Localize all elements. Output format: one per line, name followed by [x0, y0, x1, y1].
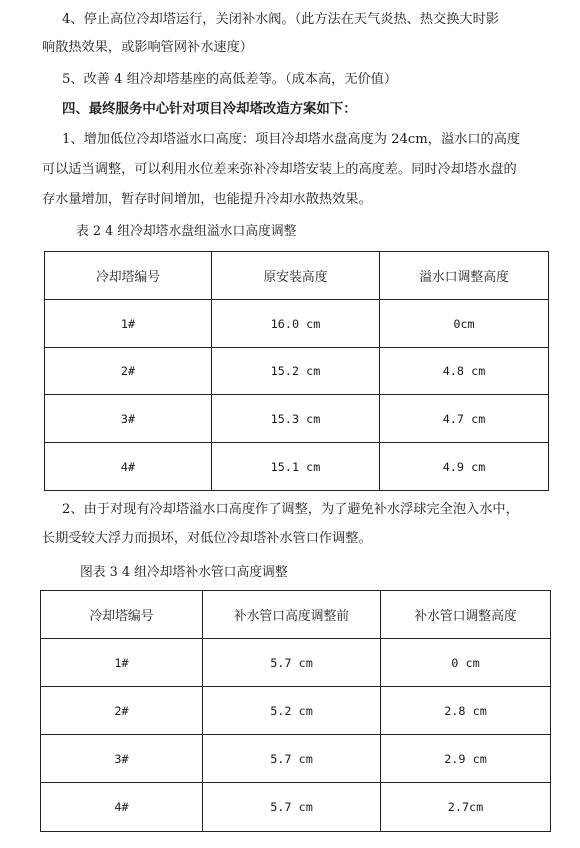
table-cell: 2.9 cm: [381, 735, 551, 783]
table-cell: 4.8 cm: [380, 348, 549, 395]
step1-line1: 1、增加低位冷却塔溢水口高度：项目冷却塔水盘高度为 24cm，溢水口的高度: [62, 132, 521, 147]
table2: [44, 251, 549, 491]
table-cell: 2#: [41, 687, 203, 735]
item4-line1: 4、停止高位冷却塔运行，关闭补水阀。（此方法在天气炎热、热交换大时影: [62, 12, 499, 27]
table-cell: 15.2 cm: [212, 348, 380, 395]
table-cell: 2.7cm: [381, 783, 551, 832]
table-row: [45, 443, 549, 491]
table-row: [45, 300, 549, 348]
table3-caption: 图表 3 4 组冷却塔补水管口高度调整: [80, 565, 288, 580]
table-cell: 15.3 cm: [212, 395, 380, 443]
table-cell: 3#: [41, 735, 203, 783]
step2-line1: 2、由于对现有冷却塔溢水口高度作了调整，为了避免补水浮球完全泡入水中，: [62, 502, 519, 517]
table-cell: 4.9 cm: [380, 443, 549, 491]
table-cell: 16.0 cm: [212, 300, 380, 348]
table3-header-id: 冷却塔编号: [41, 591, 203, 639]
table-cell: 5.7 cm: [203, 783, 381, 832]
table-cell: 5.7 cm: [203, 639, 381, 687]
table-row: [45, 348, 549, 395]
table-row: [41, 735, 551, 783]
item4-line2: 响散热效果，或影响管网补水速度）: [42, 40, 253, 55]
table-row: [41, 639, 551, 687]
table2-header-original: 原安装高度: [212, 252, 380, 300]
table-cell: 4#: [45, 443, 212, 491]
table-cell: 3#: [45, 395, 212, 443]
table-cell: 5.2 cm: [203, 687, 381, 735]
step2-line2: 长期受较大浮力而损坏，对低位冷却塔补水管口作调整。: [42, 531, 372, 546]
table-cell: 2#: [45, 348, 212, 395]
table3-header-before: 补水管口高度调整前: [203, 591, 381, 639]
table-cell: 15.1 cm: [212, 443, 380, 491]
item5: 5、改善 4 组冷却塔基座的高低差等。（成本高，无价值）: [62, 72, 398, 87]
table2-header-adjusted: 溢水口调整高度: [380, 252, 549, 300]
table-cell: 4.7 cm: [380, 395, 549, 443]
table-cell: 2.8 cm: [381, 687, 551, 735]
table-cell: 5.7 cm: [203, 735, 381, 783]
table-row: [41, 783, 551, 832]
table2-header-row: [45, 252, 549, 300]
table-cell: 0 cm: [381, 639, 551, 687]
table-cell: 0cm: [380, 300, 549, 348]
table3-header-adjusted: 补水管口调整高度: [381, 591, 551, 639]
table-row: [41, 687, 551, 735]
section4-heading: 四、最终服务中心针对项目冷却塔改造方案如下：: [62, 102, 357, 117]
table-cell: 1#: [45, 300, 212, 348]
step1-line2: 可以适当调整，可以利用水位差来弥补冷却塔安装上的高度差。同时冷却塔水盘的: [42, 162, 517, 177]
table3-header-row: [41, 591, 551, 639]
table2-caption: 表 2 4 组冷却塔水盘组溢水口高度调整: [76, 224, 297, 239]
table3: [40, 590, 551, 832]
table-cell: 1#: [41, 639, 203, 687]
table2-header-id: 冷却塔编号: [45, 252, 212, 300]
step1-line3: 存水量增加，暂存时间增加，也能提升冷却水散热效果。: [42, 192, 372, 207]
table-row: [45, 395, 549, 443]
table-cell: 4#: [41, 783, 203, 832]
